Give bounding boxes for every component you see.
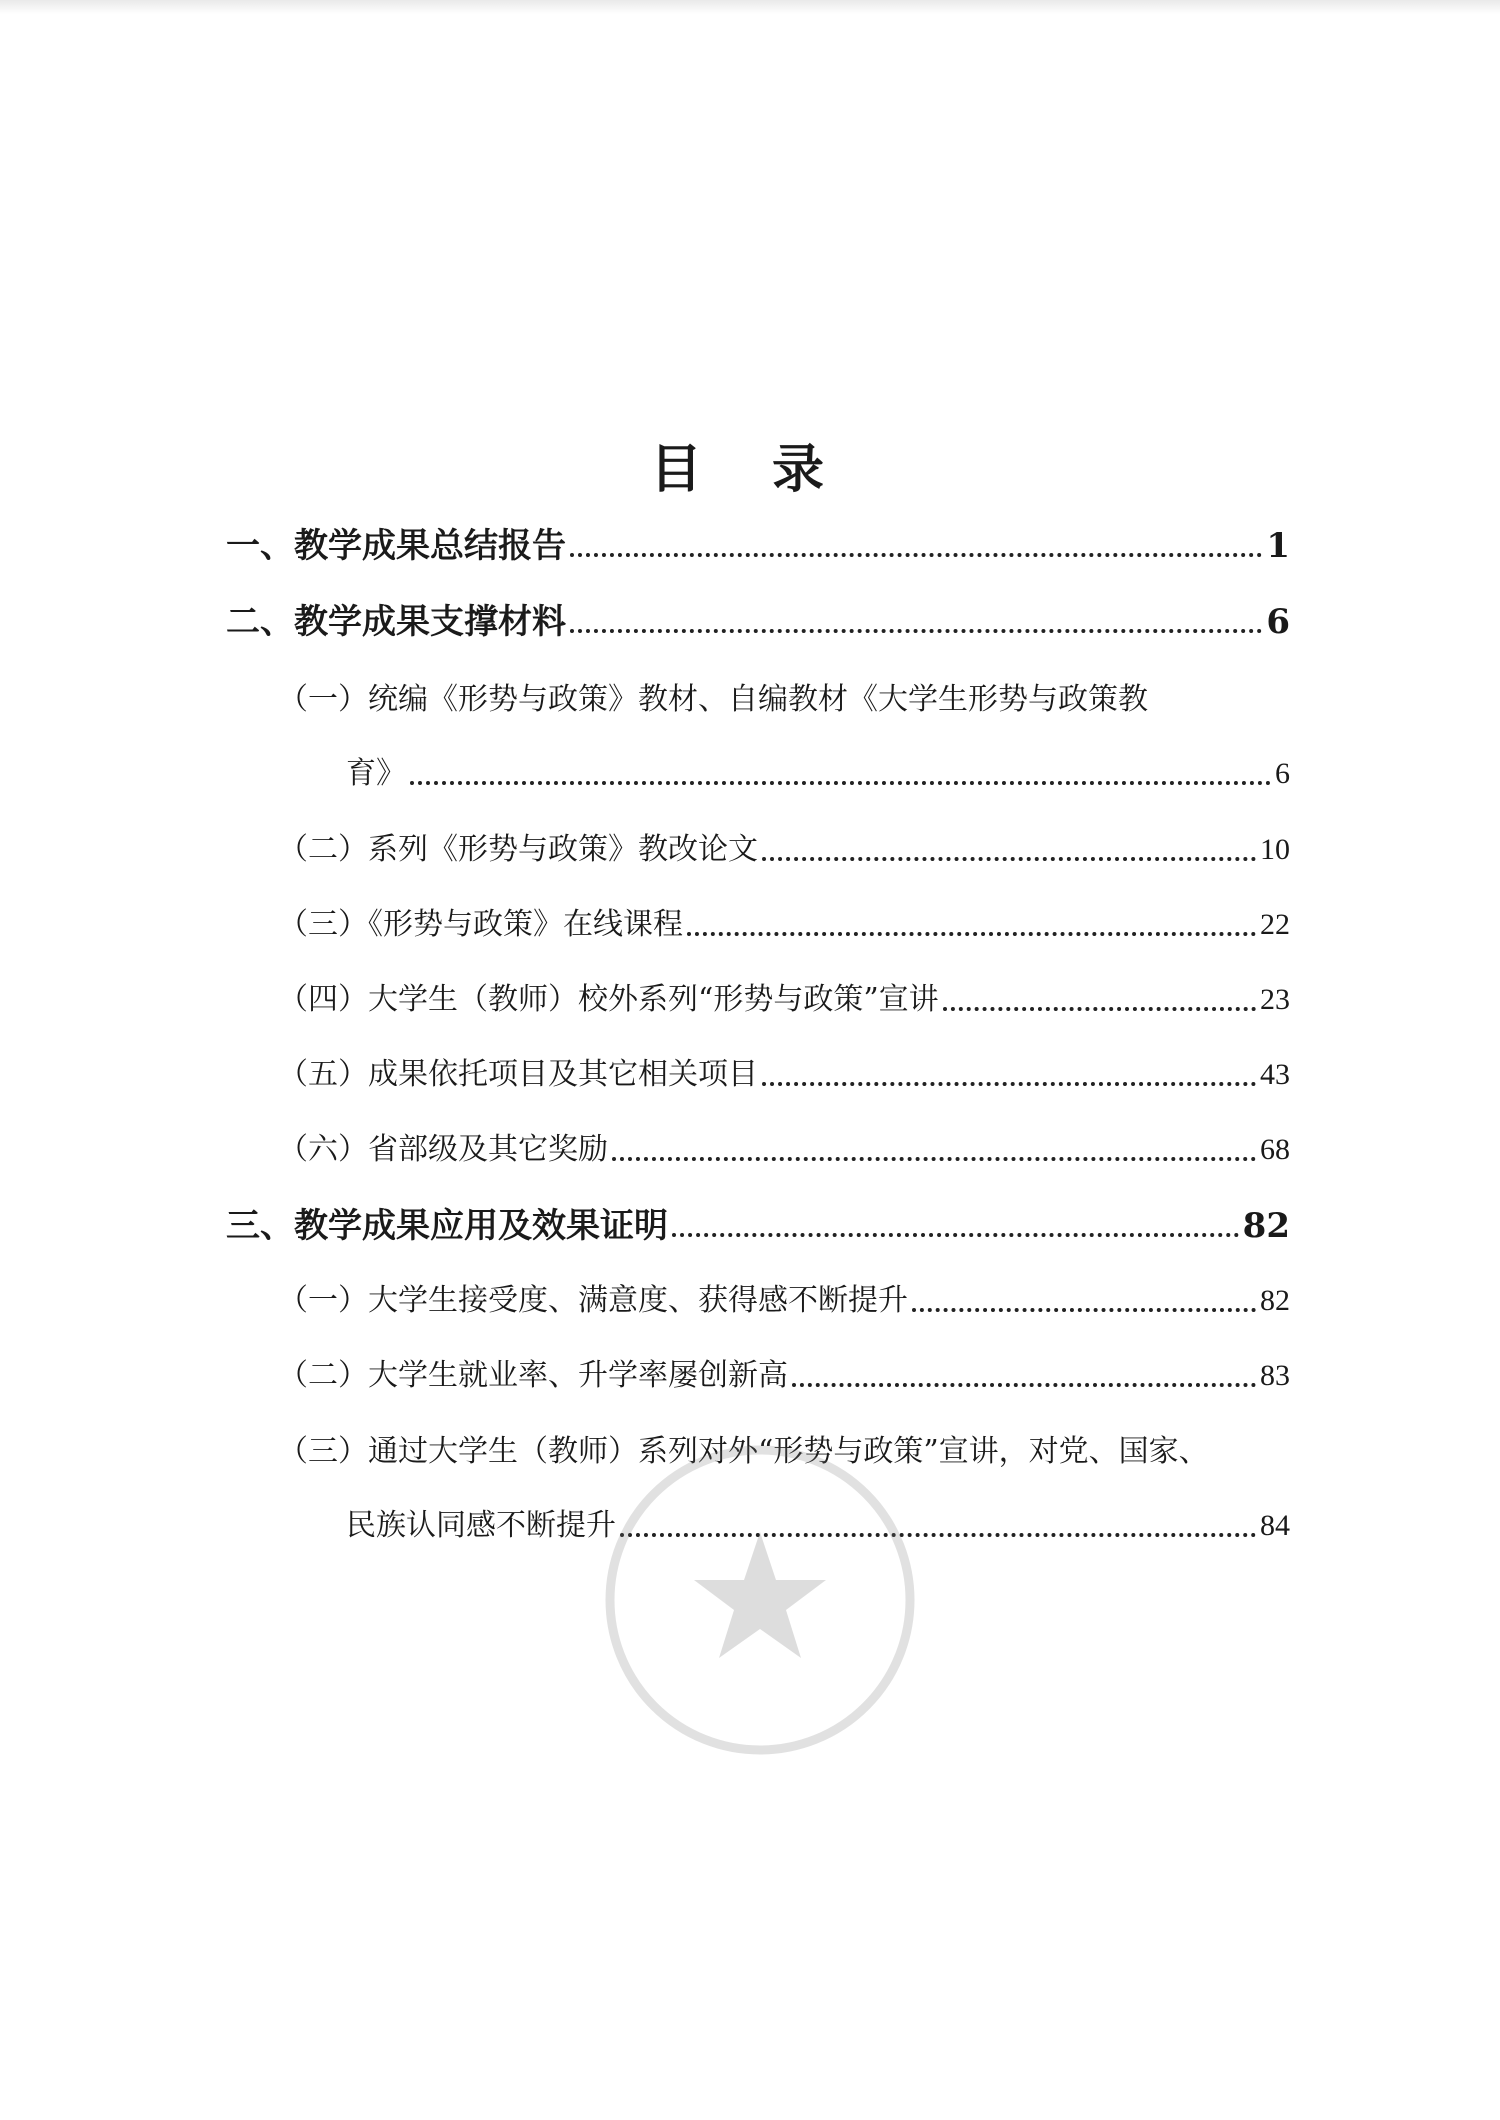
official-seal-stamp [600, 1440, 920, 1760]
toc-entry-3-3[interactable] [346, 1506, 1290, 1546]
dot-leader [612, 1153, 1256, 1161]
toc-entry-1[interactable] [226, 524, 1290, 568]
toc-entry-3-2[interactable] [278, 1356, 1290, 1396]
toc-entry-2-1-label: 育》 [346, 756, 406, 791]
toc-entry-3-2-page: 83 [1260, 1359, 1290, 1392]
toc-entry-2-1-line1[interactable]: （一）统编《形势与政策》教材、自编教材《大学生形势与政策教 [278, 682, 1148, 717]
toc-entry-2-4[interactable] [278, 980, 1290, 1020]
seal-ring [610, 1450, 910, 1750]
toc-entry-3-1[interactable] [278, 1281, 1290, 1321]
toc-entry-2[interactable] [226, 600, 1290, 644]
toc-entry-3-label: 三、教学成果应用及效果证明 [226, 1206, 668, 1246]
toc-entry-2-2-label: （二）系列《形势与政策》教改论文 [278, 832, 758, 867]
toc-entry-2-5-page: 43 [1260, 1058, 1290, 1091]
toc-entry-3[interactable] [226, 1204, 1290, 1248]
dot-leader [570, 625, 1262, 633]
dot-leader [943, 1003, 1256, 1011]
scan-edge [0, 0, 1500, 14]
dot-leader [912, 1304, 1256, 1312]
toc-entry-2-4-label: （四）大学生（教师）校外系列“形势与政策”宣讲 [278, 982, 939, 1017]
toc-entry-2-1-page: 6 [1275, 757, 1290, 790]
toc-entry-2-6-label: （六）省部级及其它奖励 [278, 1132, 608, 1167]
toc-entry-3-3-label: 民族认同感不断提升 [346, 1508, 616, 1543]
toc-entry-2-6-page: 68 [1260, 1133, 1290, 1166]
dot-leader [672, 1229, 1239, 1237]
toc-entry-3-2-label: （二）大学生就业率、升学率屡创新高 [278, 1358, 788, 1393]
toc-entry-3-page: 82 [1242, 1206, 1290, 1246]
toc-entry-3-1-label: （一）大学生接受度、满意度、获得感不断提升 [278, 1283, 908, 1318]
toc-entry-3-1-page: 82 [1260, 1284, 1290, 1317]
toc-entry-1-page: 1 [1266, 526, 1290, 566]
toc-entry-2-2-page: 10 [1260, 833, 1290, 866]
toc-entry-2-label: 二、教学成果支撑材料 [226, 602, 566, 642]
dot-leader [762, 853, 1256, 861]
dot-leader [687, 928, 1256, 936]
toc-entry-2-6[interactable] [278, 1130, 1290, 1170]
toc-entry-2-5[interactable] [278, 1055, 1290, 1095]
toc-entry-2-3-page: 22 [1260, 908, 1290, 941]
toc-entry-2-1[interactable] [346, 754, 1290, 794]
toc-entry-2-2[interactable] [278, 830, 1290, 870]
dot-leader [762, 1078, 1256, 1086]
toc-entry-2-3[interactable] [278, 905, 1290, 945]
page-title: 目 录 [649, 439, 851, 500]
toc-entry-3-3-page: 84 [1260, 1509, 1290, 1542]
toc-entry-2-page: 6 [1266, 602, 1290, 642]
toc-entry-3-3-line1[interactable]: （三）通过大学生（教师）系列对外“形势与政策”宣讲，对党、国家、 [278, 1434, 1209, 1469]
toc-entry-2-3-label: （三）《形势与政策》在线课程 [278, 907, 683, 942]
dot-leader [620, 1529, 1256, 1537]
dot-leader [570, 549, 1262, 557]
toc-entry-2-4-page: 23 [1260, 983, 1290, 1016]
toc-entry-2-5-label: （五）成果依托项目及其它相关项目 [278, 1057, 758, 1092]
star-icon [694, 1532, 826, 1658]
toc-entry-1-label: 一、教学成果总结报告 [226, 526, 566, 566]
dot-leader [792, 1379, 1256, 1387]
dot-leader [410, 777, 1271, 785]
